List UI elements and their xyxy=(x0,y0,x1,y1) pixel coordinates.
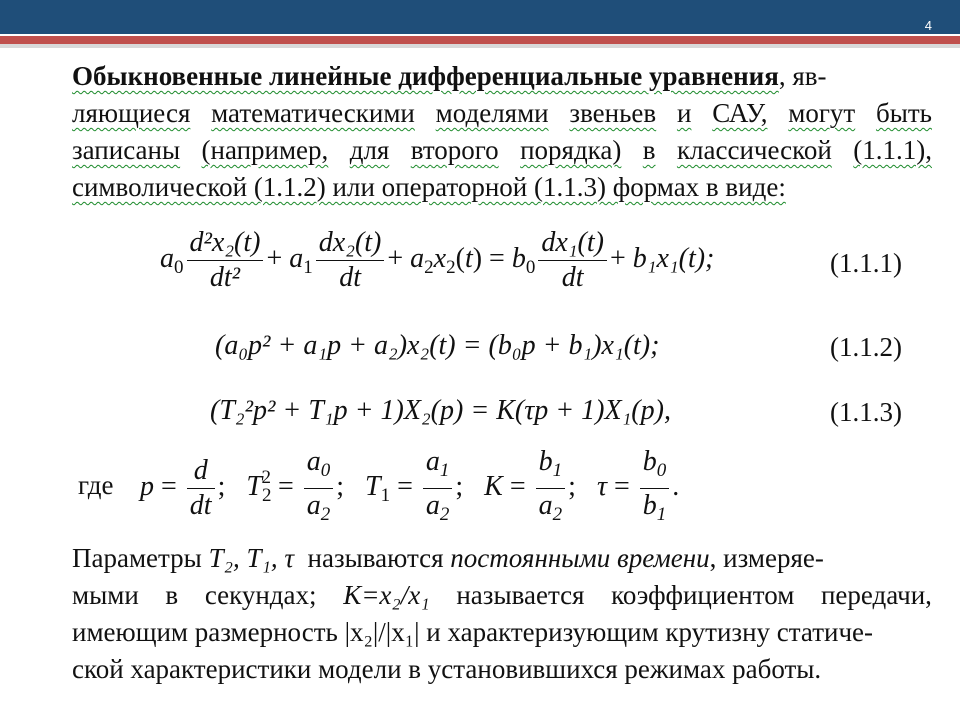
equation-1-1-2: (a₀p² + a₁p + a₂)x₂(t) = (b₀p + b₁)x₁(t); xyxy=(215,330,660,361)
intro-word: звеньев xyxy=(569,98,657,128)
intro-word: могут xyxy=(788,98,856,128)
params-text: имеющим размерность |x₂|/|x₁| и характеризующим крутизну статиче- xyxy=(72,617,873,647)
params-text: , измеряе- xyxy=(709,543,824,573)
intro-word: второго xyxy=(410,135,499,165)
fraction: $\frac{\text{dx₁(t)}}{dt}$ xyxy=(538,226,607,295)
params-symbols: T₂, T₁, τ xyxy=(208,543,295,573)
params-formula: K=x₂/x₁ xyxy=(343,580,430,610)
parameter-definitions: p = $\frac{d}{dt}$ ; $T_2^2$ = $\frac{a_0}{a_2}$ ; $T_1$ = $\frac{a_1}{a_2}$ ; K = $\frac{b_1}{a_2}$ ; τ = $\frac{b_0}{b_1}$ . xyxy=(140,446,680,525)
intro-word: для xyxy=(349,135,390,165)
params-text: ской характеристики модели в установившихся режимах работы. xyxy=(72,654,822,684)
intro-word: САУ, xyxy=(712,98,768,128)
intro-word: (например, xyxy=(201,135,329,165)
intro-text: , яв- xyxy=(778,61,827,91)
slide-number: 4 xyxy=(924,18,932,33)
params-paragraph xyxy=(72,540,932,688)
params-line-3 xyxy=(72,614,932,651)
equation-number: (1.1.3) xyxy=(830,397,902,427)
params-word: передачи, xyxy=(820,580,932,610)
fraction: $\frac{\text{d²x₂(t)}}{\text{dt²}}$ xyxy=(187,226,264,295)
params-line-4 xyxy=(72,651,932,688)
intro-word: записаны xyxy=(72,135,181,165)
equation-number: (1.1.1) xyxy=(830,248,902,278)
params-term: постоянными времени xyxy=(450,543,710,573)
params-word: коэффициентом xyxy=(611,580,795,610)
equation-1-1-1: $a_0$ $\frac{\text{d²x₂(t)}}{\text{dt²}}$ + $a_1$ $\frac{\text{dx₂(t)}}{dt}$ + $a_2x_2(t) = b_0$ $\frac{\text{dx₁(t)}}{dt}$ + b₁x₁(t); xyxy=(160,227,715,293)
intro-word: моделями xyxy=(435,98,549,128)
params-line-2 xyxy=(72,577,932,614)
fraction: $\frac{\text{dx₂(t)}}{dt}$ xyxy=(316,226,385,295)
params-word: секундах; xyxy=(204,580,317,610)
intro-word: (1.1.1), xyxy=(853,135,932,165)
params-text: Параметры xyxy=(72,543,202,573)
equation-1-1-3: (T₂²p² + T₁p + 1)X₂(p) = K(τp + 1)X₁(p), xyxy=(210,395,671,426)
intro-word: ляющиеся xyxy=(72,98,191,128)
intro-bold-term: Обыкновенные линейные дифференциальные уравнения xyxy=(72,61,779,91)
intro-word: и xyxy=(676,98,692,128)
intro-word: математическими xyxy=(211,98,415,128)
params-word: мыми xyxy=(72,580,139,610)
where-label: где xyxy=(78,470,114,500)
params-word: называется xyxy=(456,580,585,610)
params-text: называются xyxy=(307,543,444,573)
intro-word: в xyxy=(642,135,656,165)
params-line-1 xyxy=(72,540,932,577)
params-word: в xyxy=(165,580,179,610)
equation-number: (1.1.2) xyxy=(830,332,902,362)
intro-word: классической xyxy=(676,135,832,165)
intro-text: символической (1.1.2) или операторной (1.1.3) формах в виде: xyxy=(72,172,786,202)
intro-word: порядка) xyxy=(520,135,622,165)
intro-word: быть xyxy=(875,98,932,128)
